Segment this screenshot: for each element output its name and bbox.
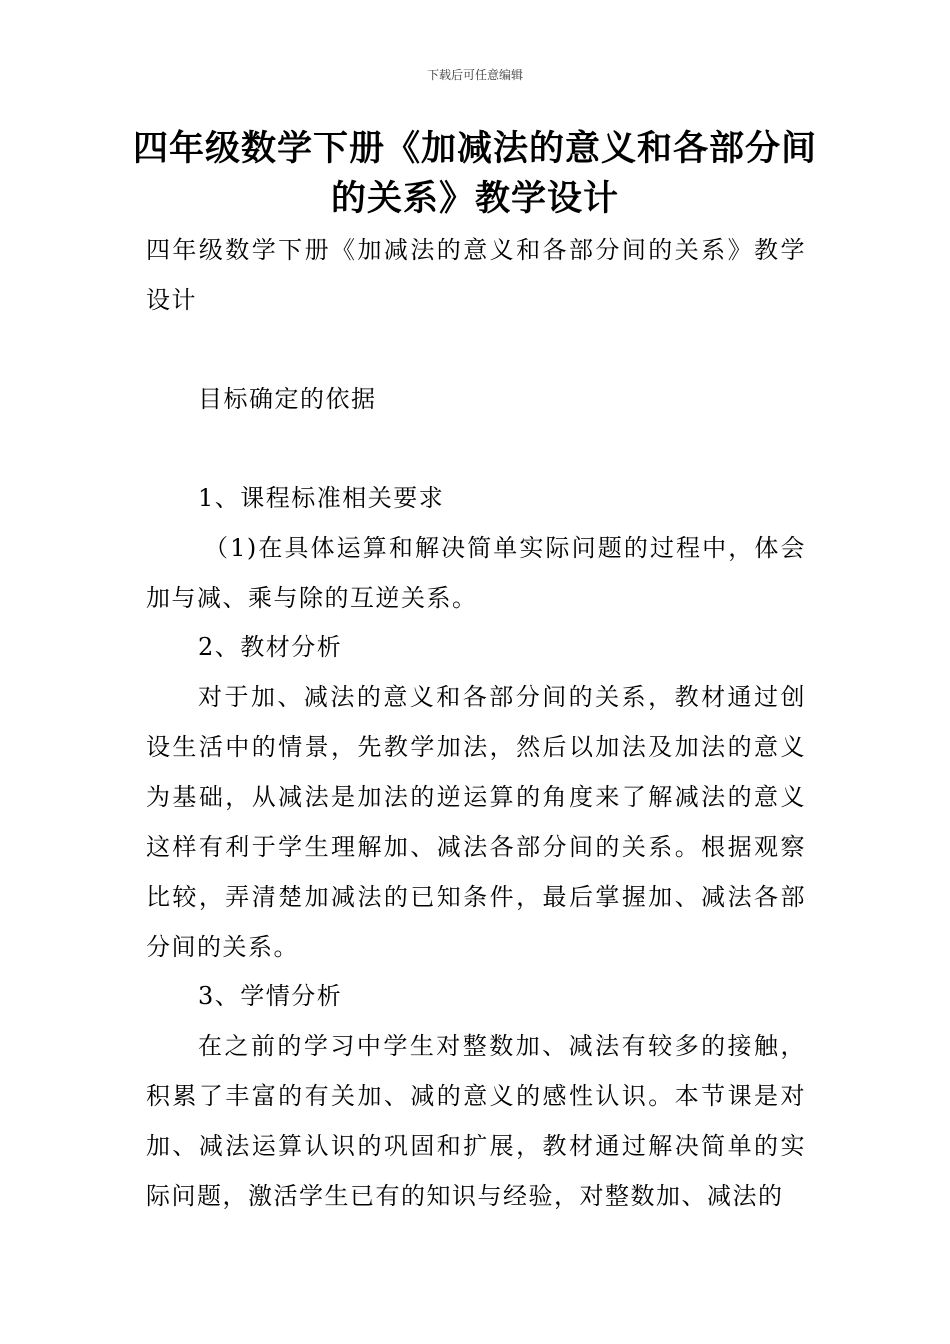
section3-heading: 3、学情分析 [198,982,343,1010]
section2-paragraph: 对于加、减法的意义和各部分间的关系，教材通过创设生活中的情景，先教学加法，然后以加法及加法的意义为基础，从减法是加法的逆运算的角度来了解减法的意义这样有利于学生理解加、减法各部分间的关系。根据观察比较，弄清楚加减法的已知条件，最后掌握加、减法各部分间的关系。 [146,683,806,961]
section1-item: （1)在具体运算和解决简单实际问题的过程中，体会加与减、乘与除的互逆关系。 [146,534,806,612]
intro-paragraph: 四年级数学下册《加减法的意义和各部分间的关系》教学设计 [146,236,806,314]
section3-paragraph: 在之前的学习中学生对整数加、减法有较多的接触，积累了丰富的有关加、减的意义的感性认识。本节课是对加、减法运算认识的巩固和扩展，教材通过解决简单的实际问题，激活学生已有的知识与经验，对整数加、减法的 [146,1032,806,1210]
section2-heading: 2、教材分析 [198,633,343,661]
section1-heading: 1、课程标准相关要求 [198,484,445,512]
goal-heading: 目标确定的依据 [198,385,377,413]
header-note: 下载后可任意编辑 [426,68,523,82]
document-title: 四年级数学下册《加减法的意义和各部分间的关系》教学设计 [132,129,817,219]
